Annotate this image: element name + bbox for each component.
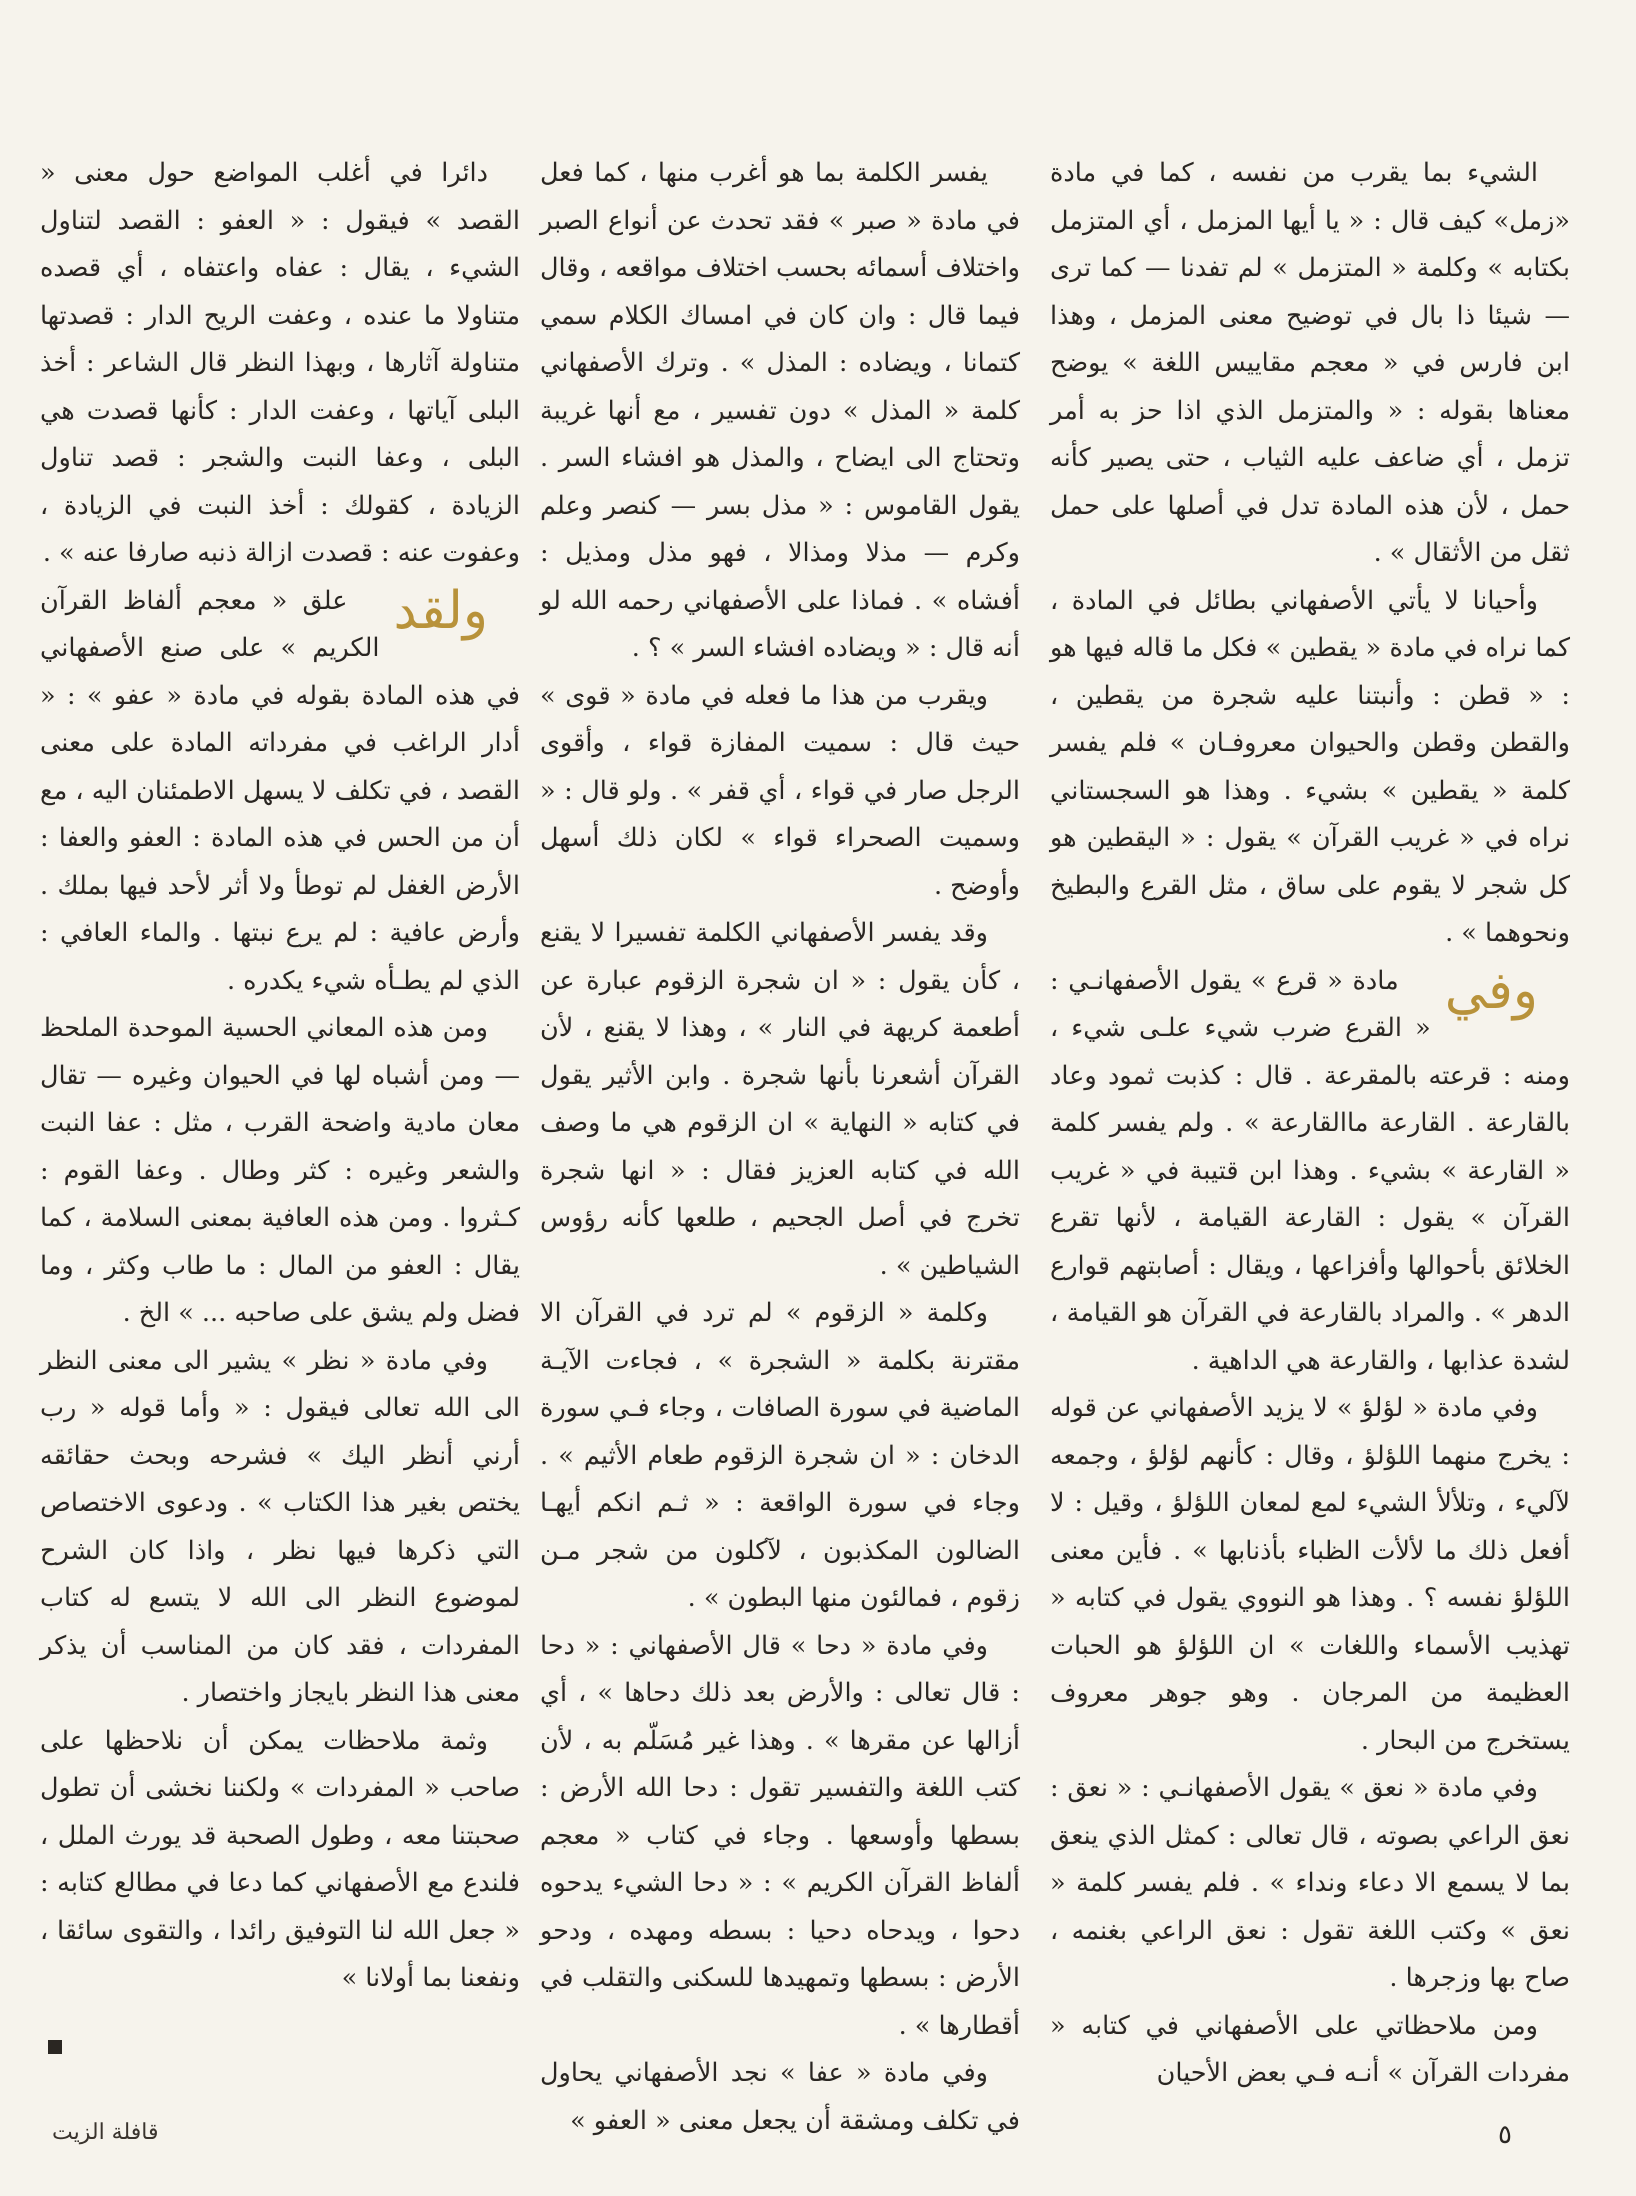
paragraph: الشيء بما يقرب من نفسه ، كما في مادة «زمل» كيف قال : « يا أيها المزمل ، أي المتزمل بكتابه » وكلمة « المتزمل » لم تفدنا — كما ترى — شيئا ذا بال في توضيح معنى المزمل ، وهذا ابن فارس في « معجم مقاييس اللغة » يوضح معناها بقوله : « والمتزمل الذي اذا حز به أمر تزمل ، أي ضاعف عليه الثياب ، حتى يصير كأنه حمل ، لأن هذه المادة تدل في أصلها على حمل ثقل من الأثقال » . (1050, 158, 1570, 568)
column-left (40, 150, 520, 2050)
paragraph: وفي مادة « نعق » يقول الأصفهانـي : « نعق : نعق الراعي بصوته ، قال تعالى : كمثل الذي ينعق بما لا يسمع الا دعاء ونداء » . فلم يفسر كلمة « نعق » وكتب اللغة تقول : نعق الراعي بغنمه ، صاح بها وزجرها . (1050, 1773, 1570, 1993)
magazine-name: قافلة الزيت (52, 2120, 159, 2145)
paragraph-text: علق « معجم ألفاظ القرآن الكريم » على صنع الأصفهاني في هذه المادة بقوله في مادة « عفو » : « أدار الراغب في مفرداته المادة على معنى القصد ، في تكلف لا يسهل الاطمئنان اليه ، مع أن من الحس في هذه المادة : العفو والعفا : الأرض الغفل لم توطأ ولا أثر لأحد فيها بملك . وأرض عافية : لم يرع نبتها . والماء العافي : الذي لم يطـأه شيء يكدره . (40, 585, 520, 996)
paragraph: وأحيانا لا يأتي الأصفهاني بطائل في المادة ، كما نراه في مادة « يقطين » فكل ما قاله فيها هو : « قطن : وأنبتنا عليه شجرة من يقطين ، والقطن وقطن والحيوان معروفـان » فلم يفسر كلمة « يقطين » بشيء . وهذا هو السجستاني نراه في « غريب القرآن » يقول : « اليقطين هو كل شجر لا يقوم على ساق ، مثل القرع والبطيخ ونحوهما » . (1050, 585, 1570, 948)
paragraph (40, 578, 520, 1006)
paragraph: وفي مادة « لؤلؤ » لا يزيد الأصفهاني عن قوله : يخرج منهما اللؤلؤ ، وقال : كأنهم لؤلؤ ، وجمعه لآليء ، وتلألأ الشيء لمع لمعان اللؤلؤ ، وقيل : لا أفعل ذلك ما لألأت الظباء بأذنابها » . فأين معنى اللؤلؤ نفسه ؟ . وهذا هو النووي يقول في كتابه « تهذيب الأسماء واللغات » ان اللؤلؤ هو الحبات العظيمة من المرجان . وهو جوهر معروف يستخرج من البحار . (1050, 1393, 1570, 1756)
paragraph: يفسر الكلمة بما هو أغرب منها ، كما فعل في مادة « صبر » فقد تحدث عن أنواع الصبر واختلاف أسمائه بحسب اختلاف مواقعه ، وقال فيما قال : وان كان في امساك الكلام سمي كتمانا ، ويضاده : المذل » . وترك الأصفهاني كلمة « المذل » دون تفسير ، مع أنها غريبة وتحتاج الى ايضاح ، والمذل هو افشاء السر . يقول القاموس : « مذل بسر — كنصر وعلم وكرم — مذلا ومذالا ، فهو مذل ومذيل : أفشاه » . فماذا على الأصفهاني رحمه الله لو أنه قال : « ويضاده افشاء السر » ؟ . (540, 158, 1020, 663)
page-number: ٥ (1498, 2120, 1512, 2150)
paragraph: وثمة ملاحظات يمكن أن نلاحظها على صاحب « المفردات » ولكننا نخشى أن تطول صحبتنا معه ، وطول الصحبة قد يورث الملل ، فلندع مع الأصفهاني كما دعا في مطالع كتابه : « جعل الله لنا التوفيق رائدا ، والتقوى سائقا ، ونفعنا بما أولانا » (40, 1725, 520, 1993)
paragraph: دائرا في أغلب المواضع حول معنى « القصد » فيقول : « العفو : القصد لتناول الشيء ، يقال : عفاه واعتفاه ، أي قصده متناولا ما عنده ، وعفت الريح الدار : قصدتها متناولة آثارها ، وبهذا النظر قال الشاعر : أخذ البلى آياتها ، وعفت الدار : كأنها قصدت هي البلى ، وعفا النبت والشجر : قصد تناول الزيادة ، كقولك : أخذ النبت في الزيادة ، وعفوت عنه : قصدت ازالة ذنبه صارفا عنه » . (40, 158, 520, 568)
drop-cap-word: وفي (1444, 960, 1538, 1021)
paragraph: ومن هذه المعاني الحسية الموحدة الملحظ — ومن أشباه لها في الحيوان وغيره — تقال معان مادية واضحة القرب ، مثل : عفا النبت والشعر وغيره : كثر وطال . وعفا القوم : كـثروا . ومن هذه العافية بمعنى السلامة ، كما يقال : العفو من المال : ما طاب وكثر ، وما فضل ولم يشق على صاحبه ... » الخ . (40, 1013, 520, 1328)
paragraph: وقد يفسر الأصفهاني الكلمة تفسيرا لا يقنع ، كأن يقول : « ان شجرة الزقوم عبارة عن أطعمة كريهة في النار » ، وهذا لا يقنع ، لأن القرآن أشعرنا بأنها شجرة . وابن الأثير يقول في كتابه « النهاية » ان الزقوم هي ما وصف الله في كتابه العزيز فقال : « انها شجرة تخرج في أصل الجحيم ، طلعها كأنه رؤوس الشياطين » . (540, 918, 1020, 1281)
paragraph (1050, 958, 1570, 1386)
column-middle (540, 150, 1020, 2136)
paragraph: وفي مادة « عفا » نجد الأصفهاني يحاول في تكلف ومشقة أن يجعل معنى « العفو » (540, 2058, 1020, 2136)
end-of-article-square-icon (48, 2040, 62, 2054)
paragraph-text: مادة « قرع » يقول الأصفهانـي : « القرع ضرب شيء علـى شيء ، ومنه : قرعته بالمقرعة . قال : كذبت ثمود وعاد بالقارعة . القارعة ماالقارعة » . ولم يفسر كلمة « القارعة » بشيء . وهذا ابن قتيبة في « غريب القرآن » يقول : القارعة القيامة ، لأنها تقرع الخلائق بأحوالها وأفزاعها ، ويقال : أصابتهم قوارع الدهر » . والمراد بالقارعة في القرآن هو القيامة ، لشدة عذابها ، والقارعة هي الداهية . (1050, 965, 1570, 1376)
paragraph: وكلمة « الزقوم » لم ترد في القرآن الا مقترنة بكلمة « الشجرة » ، فجاءت الآيـة الماضية في سورة الصافات ، وجاء فـي سورة الدخان : « ان شجرة الزقوم طعام الأثيم » . وجاء في سورة الواقعة : « ثـم انكم أيهـا الضالون المكذبون ، لآكلون من شجر مـن زقوم ، فمالئون منها البطون » . (540, 1298, 1020, 1613)
paragraph: وفي مادة « دحا » قال الأصفهاني : « دحا : قال تعالى : والأرض بعد ذلك دحاها » ، أي أزالها عن مقرها » . وهذا غير مُسَلّم به ، لأن كتب اللغة والتفسير تقول : دحا الله الأرض : بسطها وأوسعها . وجاء في كتاب « معجم ألفاظ القرآن الكريم » : « دحا الشيء يدحوه دحوا ، ويدحاه دحيا : بسطه ومهده ، ودحو الأرض : بسطها وتمهيدها للسكنى والتقلب في أقطارها » . (540, 1630, 1020, 2041)
paragraph: ومن ملاحظاتي على الأصفهاني في كتابه « مفردات القرآن » أنـه فـي بعض الأحيان (1050, 2010, 1570, 2088)
paragraph: وفي مادة « نظر » يشير الى معنى النظر الى الله تعالى فيقول : « وأما قوله « رب أرني أنظر اليك » فشرحه وبحث حقائقه يختص بغير هذا الكتاب » . ودعوى الاختصاص التي ذكرها فيها نظر ، واذا كان الشرح لموضوع النظر الى الله لا يتسع له كتاب المفردات ، فقد كان من المناسب أن يذكر معنى هذا النظر بايجاز واختصار . (40, 1345, 520, 1708)
column-right (1050, 150, 1570, 2088)
drop-cap-word: ولقد (393, 580, 488, 641)
paragraph: ويقرب من هذا ما فعله في مادة « قوى » حيث قال : سميت المفازة قواء ، وأقوى الرجل صار في قواء ، أي قفر » . ولو قال : « وسميت الصحراء قواء » لكان ذلك أسهل وأوضح . (540, 680, 1020, 901)
